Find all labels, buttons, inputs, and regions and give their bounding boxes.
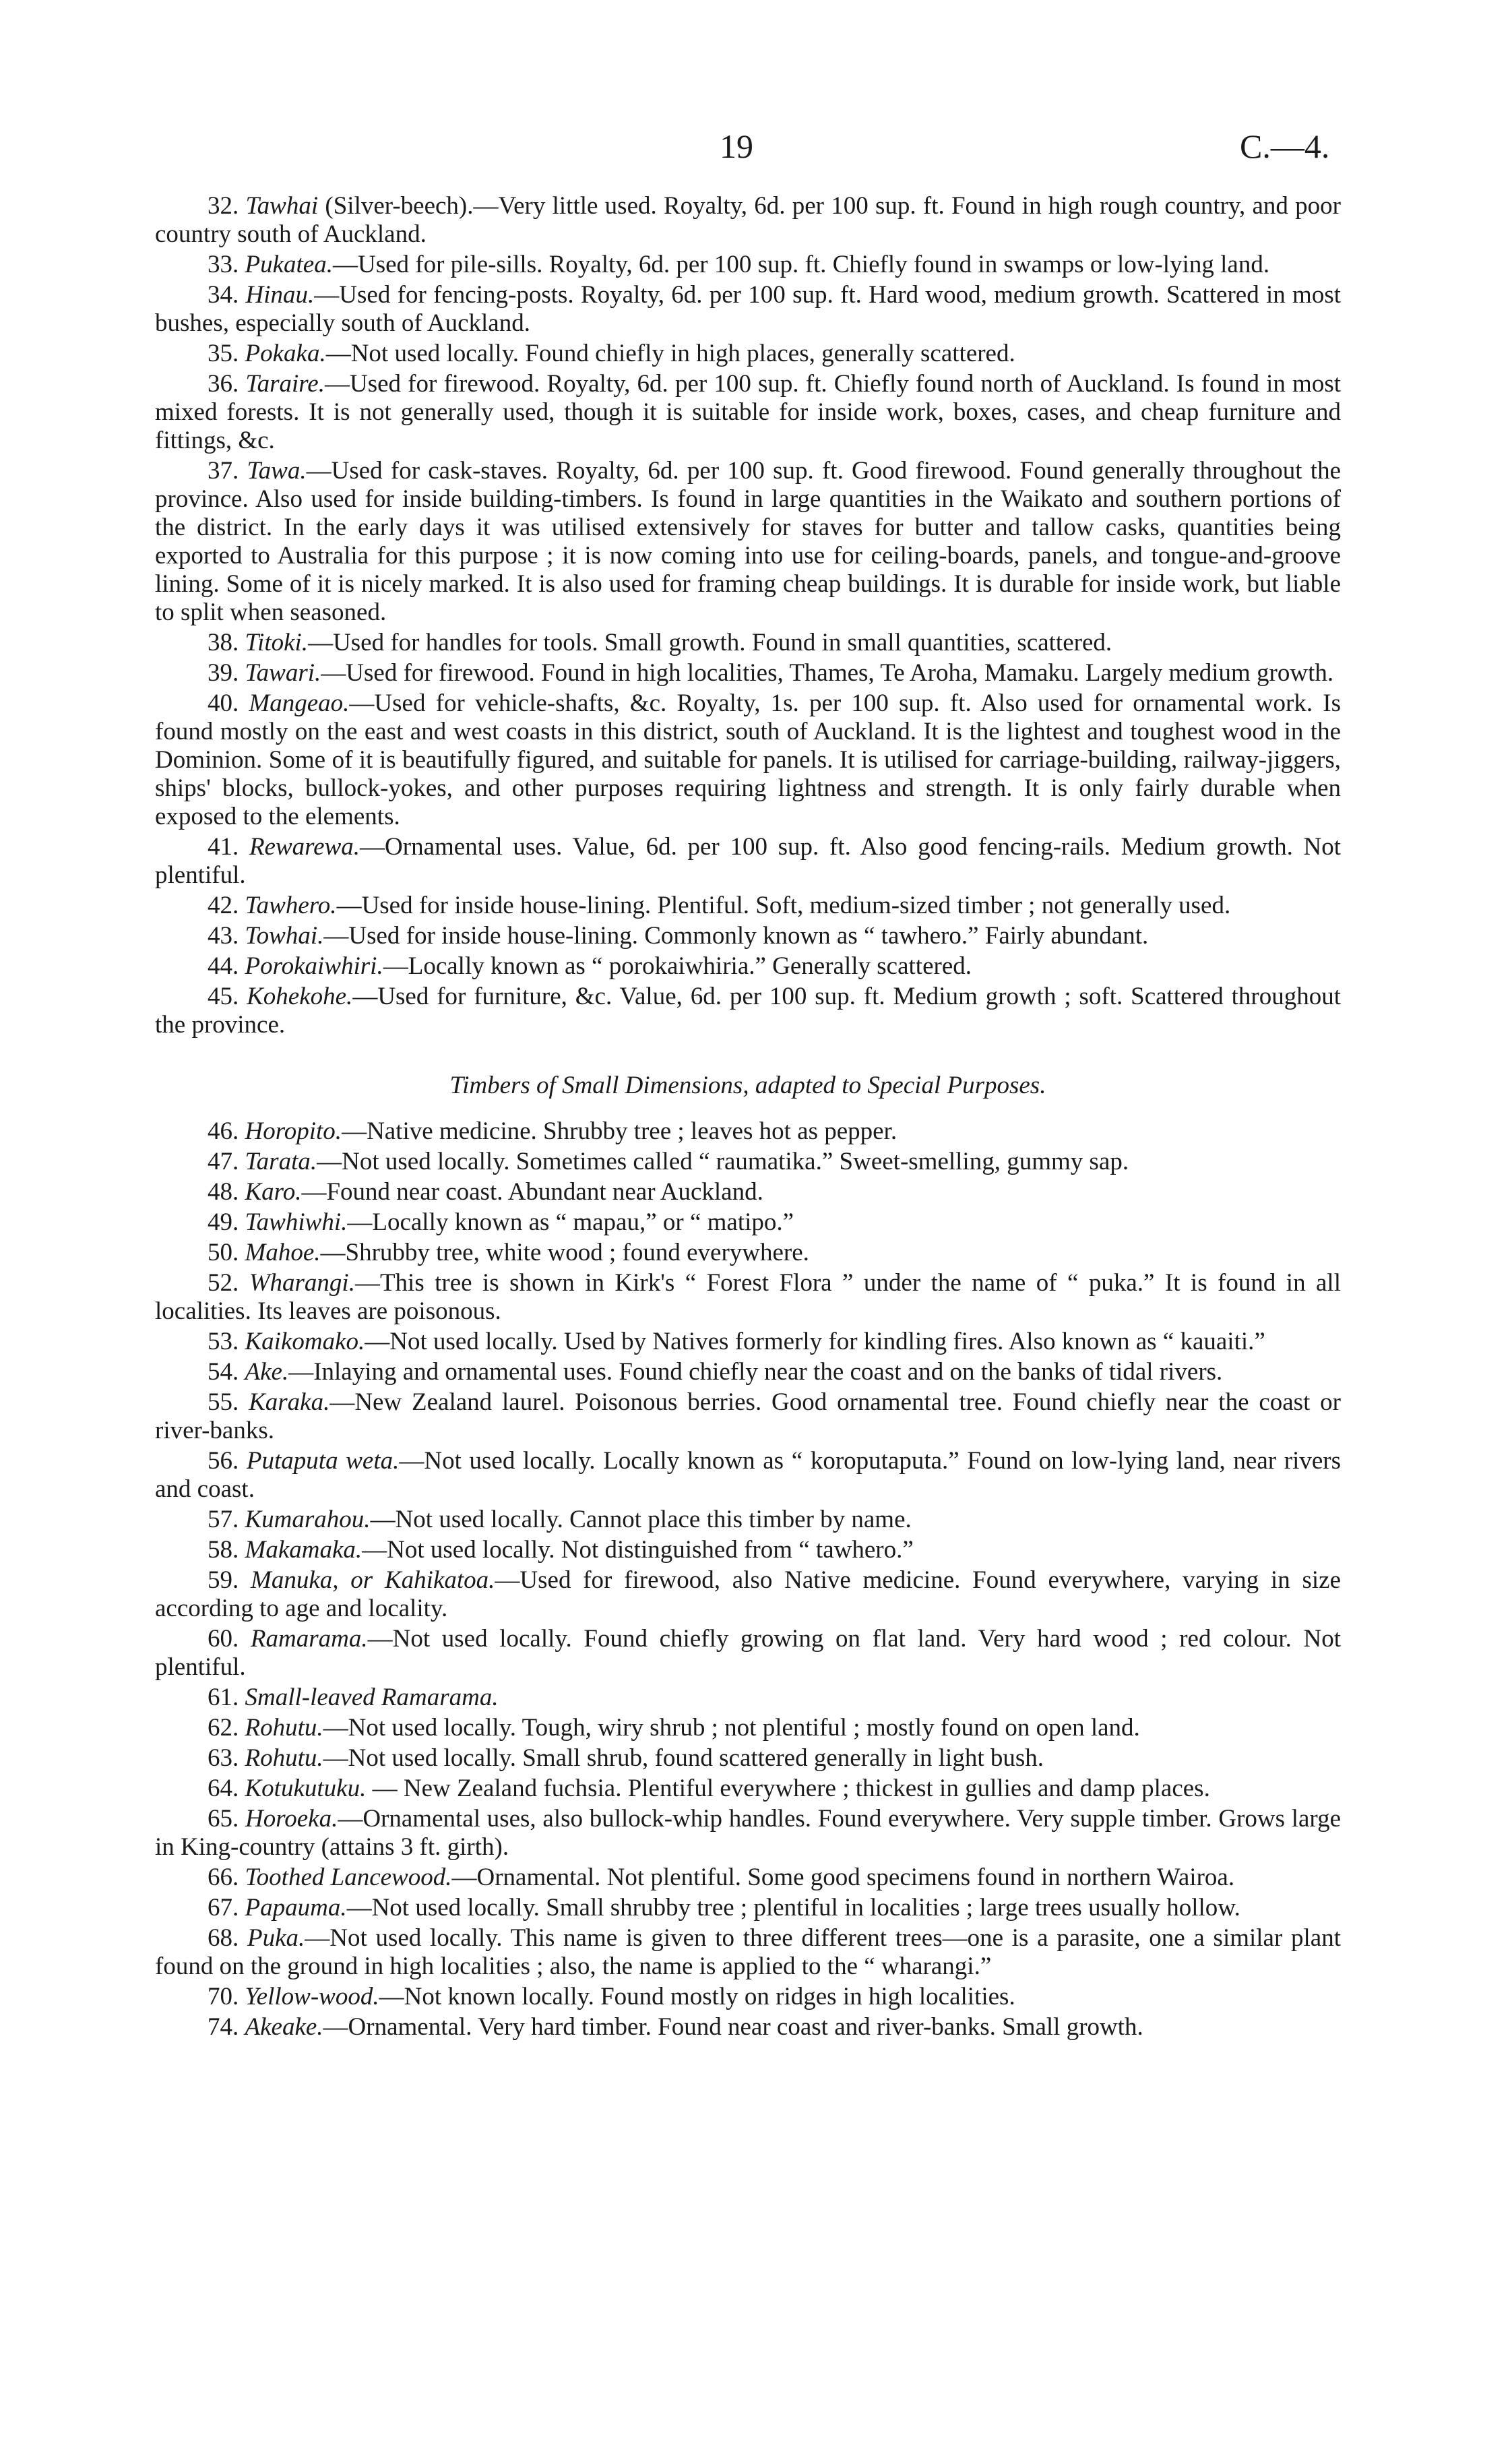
timber-name: Tawhai [245,192,319,220]
entry-number: 58. [208,1536,239,1564]
timber-name: Toothed Lancewood. [245,1864,452,1891]
entry-number: 42. [208,892,239,919]
timber-description: —Ornamental. Not plentiful. Some good specimens found in northern Wairoa. [451,1864,1235,1891]
timber-entry [155,1388,1341,1445]
entry-number: 61. [208,1684,239,1711]
timber-description: —Found near coast. Abundant near Auckland. [301,1178,763,1206]
entry-number: 68. [208,1924,239,1952]
page-header [0,127,1512,167]
timber-description: —Not used locally. Sometimes called “ raumatika.” Sweet-smelling, gummy sap. [317,1148,1129,1175]
entry-number: 74. [208,2013,239,2041]
timber-entry [155,1328,1341,1356]
entry-number: 38. [208,629,239,656]
entry-number: 43. [208,922,239,950]
entry-number: 59. [208,1566,239,1594]
timber-entry [155,1744,1341,1773]
timber-name: Small-leaved Ramarama. [245,1684,499,1711]
timber-entry [155,1536,1341,1564]
timber-description: (Silver-beech).—Very little used. Royalty, 6d. per 100 sup. ft. Found in high rough country, and poor country south of Auckland. [155,192,1342,248]
timber-name: Kotukutuku. [245,1775,367,1802]
timber-entry [155,1566,1341,1623]
timber-description: —Native medicine. Shrubby tree ; leaves hot as pepper. [342,1117,897,1145]
timber-entry [155,1178,1341,1206]
timber-list-main [155,192,1341,1039]
timber-name: Mangeao. [249,689,350,717]
timber-entry [155,1983,1341,2011]
entry-number: 48. [208,1178,239,1206]
timber-description: —Not used locally. Found chiefly growing on flat land. Very hard wood ; red colour. Not plentiful. [155,1625,1341,1681]
timber-description: —Not used locally. Tough, wiry shrub ; not plentiful ; mostly found on open land. [323,1714,1140,1742]
timber-entry [155,1924,1341,1981]
page-content [155,192,1341,2043]
entry-number: 67. [208,1894,239,1921]
entry-number: 54. [208,1358,239,1386]
entry-number: 33. [208,251,239,278]
report-code: C.—4. [1240,127,1330,165]
timber-description: —Not used locally. Used by Natives formerly for kindling fires. Also known as “ kauaiti.” [365,1328,1265,1355]
section-heading: Timbers of Small Dimensions, adapted to Special Purposes. [449,1072,1046,1099]
entry-number: 57. [208,1506,239,1533]
entry-number: 56. [208,1447,239,1475]
timber-name: Yellow-wood. [245,1983,379,2010]
timber-description: —Not used locally. Locally known as “ koroputaputa.” Found on low-lying land, near rivers and coast. [155,1447,1342,1503]
timber-description: —New Zealand laurel. Poisonous berries. Good ornamental tree. Found chiefly near the coast or river-banks. [155,1388,1341,1444]
timber-description: —Ornamental uses. Value, 6d. per 100 sup. ft. Also good fencing-rails. Medium growth. Not plentiful. [155,833,1342,889]
timber-entry [155,1714,1341,1742]
entry-number: 70. [208,1983,239,2010]
entry-number: 55. [208,1388,239,1416]
timber-description: —Locally known as “ mapau,” or “ matipo.” [347,1208,794,1236]
timber-name: Tawhero. [245,892,337,919]
timber-name: Tarata. [245,1148,317,1175]
timber-entry [155,1894,1341,1922]
entry-number: 40. [208,689,239,717]
page-number: 19 [720,127,753,165]
timber-description: —Used for firewood. Found in high localities, Thames, Te Aroha, Mamaku. Largely medium growth. [321,659,1334,687]
timber-entry [155,457,1341,627]
timber-description: —This tree is shown in Kirk's “ Forest Flora ” under the name of “ puka.” It is found in all localities. Its leaves are poisonous. [155,1269,1341,1325]
timber-entry [155,1775,1341,1803]
timber-description: —Used for fencing-posts. Royalty, 6d. per 100 sup. ft. Hard wood, medium growth. Scattered in most bushes, especially south of Auckland. [155,281,1342,337]
timber-description: —Ornamental uses, also bullock-whip handles. Found everywhere. Very supple timber. Grows large in King-country (attains 3 ft. girth). [155,1805,1342,1861]
timber-entry [155,629,1341,657]
timber-description: —Used for inside house-lining. Commonly known as “ tawhero.” Fairly abundant. [323,922,1149,950]
timber-name: Karaka. [249,1388,330,1416]
timber-description: —Used for inside house-lining. Plentiful. Soft, medium-sized timber ; not generally used. [336,892,1231,919]
entry-number: 46. [208,1117,239,1145]
timber-entry [155,370,1341,455]
timber-name: Manuka, or Kahikatoa. [251,1566,495,1594]
entry-number: 39. [208,659,239,687]
timber-entry [155,1684,1341,1712]
timber-name: Mahoe. [245,1239,321,1266]
timber-entry [155,1447,1341,1504]
timber-name: Makamaka. [245,1536,363,1564]
timber-name: Putaputa weta. [246,1447,400,1475]
timber-description: —Shrubby tree, white wood ; found everywhere. [320,1239,809,1266]
timber-list-small-dimensions [155,1117,1341,2041]
timber-entry [155,1208,1341,1237]
entry-number: 32. [208,192,239,220]
timber-name: Rewarewa. [249,833,360,861]
entry-number: 63. [208,1744,239,1772]
timber-description: — New Zealand fuchsia. Plentiful everywhere ; thickest in gullies and damp places. [366,1775,1210,1802]
timber-name: Taraire. [245,370,325,398]
timber-entry [155,340,1341,368]
timber-description: —Not used locally. Small shrub, found scattered generally in light bush. [323,1744,1044,1772]
timber-name: Pokaka. [245,340,326,367]
entry-number: 37. [208,457,239,485]
timber-description: —Used for pile-sills. Royalty, 6d. per 100 sup. ft. Chiefly found in swamps or low-lying land. [332,251,1270,278]
entry-number: 34. [208,281,239,309]
entry-number: 50. [208,1239,239,1266]
timber-entry [155,1269,1341,1326]
timber-entry [155,659,1341,687]
timber-name: Towhai. [245,922,324,950]
entry-number: 64. [208,1775,239,1802]
timber-description: —Used for furniture, &c. Value, 6d. per 100 sup. ft. Medium growth ; soft. Scattered throughout the province. [155,983,1341,1039]
timber-entry [155,952,1341,981]
timber-description: —Not used locally. Cannot place this timber by name. [370,1506,912,1533]
timber-description: —Not used locally. Small shrubby tree ; plentiful in localities ; large trees usually hollow. [346,1894,1240,1921]
timber-name: Rohutu. [245,1714,323,1742]
entry-number: 41. [208,833,239,861]
timber-name: Papauma. [245,1894,347,1921]
timber-description: —Used for cask-staves. Royalty, 6d. per 100 sup. ft. Good firewood. Found generally throughout the province. Also used for inside building-timbers. Is found in large quantities in the Waikato and southern portions of the district. In the early days it was utilised extensively for staves for butter and tallow casks, quantities being exported to Australia for this purpose ; it is now coming into use for ceiling-boards, panels, and tongue-and-groove lining. Some of it is nicely marked. It is also used for framing cheap buildings. It is durable for inside work, but liable to split when seasoned. [155,457,1341,626]
timber-entry [155,922,1341,950]
timber-name: Tawari. [245,659,321,687]
timber-entry [155,1148,1341,1176]
timber-entry [155,1625,1341,1682]
timber-name: Karo. [245,1178,302,1206]
entry-number: 47. [208,1148,239,1175]
entry-number: 35. [208,340,239,367]
entry-number: 65. [208,1805,239,1833]
entry-number: 66. [208,1864,239,1891]
timber-name: Horopito. [245,1117,342,1145]
timber-name: Akeake. [245,2013,323,2041]
timber-name: Wharangi. [249,1269,355,1297]
timber-entry [155,1805,1341,1862]
timber-entry [155,1864,1341,1892]
entry-number: 62. [208,1714,239,1742]
timber-description: —Inlaying and ornamental uses. Found chiefly near the coast and on the banks of tidal rivers. [288,1358,1223,1386]
timber-name: Hinau. [245,281,315,309]
timber-entry [155,192,1341,249]
timber-entry [155,2013,1341,2041]
timber-description: —Used for firewood, also Native medicine. Found everywhere, varying in size according to age and locality. [155,1566,1341,1622]
timber-description: —Not used locally. This name is given to three different trees—one is a parasite, one a similar plant found on the ground in high localities ; also, the name is applied to the “ wharangi.” [155,1924,1341,1980]
timber-name: Kohekohe. [247,983,353,1010]
entry-number: 45. [208,983,239,1010]
timber-description: —Not used locally. Found chiefly in high places, generally scattered. [325,340,1015,367]
timber-entry [155,281,1341,338]
timber-description: —Not used locally. Not distinguished from “ tawhero.” [362,1536,914,1564]
timber-name: Tawhiwhi. [245,1208,348,1236]
timber-description: —Locally known as “ porokaiwhiria.” Generally scattered. [383,952,972,980]
timber-entry [155,983,1341,1039]
timber-entry [155,1239,1341,1267]
timber-entry [155,1117,1341,1146]
timber-entry [155,251,1341,279]
timber-entry [155,892,1341,920]
entry-number: 44. [208,952,239,980]
timber-description: —Used for handles for tools. Small growth. Found in small quantities, scattered. [308,629,1112,656]
timber-name: Titoki. [245,629,309,656]
entry-number: 36. [208,370,239,398]
timber-name: Porokaiwhiri. [245,952,383,980]
timber-entry [155,833,1341,890]
timber-name: Ramarama. [250,1625,368,1653]
timber-name: Kaikomako. [245,1328,365,1355]
entry-number: 60. [208,1625,239,1653]
timber-name: Pukatea. [245,251,333,278]
timber-name: Ake. [245,1358,289,1386]
timber-name: Puka. [247,1924,305,1952]
timber-description: —Used for firewood. Royalty, 6d. per 100 sup. ft. Chiefly found north of Auckland. Is found in most mixed forests. It is not generally used, though it is suitable for inside work, boxes, cases, and cheap furniture and fittings, &c. [155,370,1342,454]
timber-description: —Not known locally. Found mostly on ridges in high localities. [379,1983,1015,2010]
entry-number: 53. [208,1328,239,1355]
timber-entry [155,689,1341,831]
timber-name: Horoeka. [245,1805,338,1833]
timber-entry [155,1506,1341,1534]
entry-number: 52. [208,1269,239,1297]
timber-entry [155,1358,1341,1386]
timber-name: Tawa. [247,457,307,485]
timber-description: —Used for vehicle-shafts, &c. Royalty, 1s. per 100 sup. ft. Also used for ornamental work. Is found mostly on the east and west coasts in this district, south of Auckland. It is the lightest and toughest wood in the Dominion. Some of it is beautifully figured, and suitable for panels. It is utilised for carriage-building, railway-jiggers, ships' blocks, bullock-yokes, and other purposes requiring lightness and strength. It is only fairly durable when exposed to the elements. [155,689,1341,830]
timber-name: Rohutu. [245,1744,323,1772]
timber-description: —Ornamental. Very hard timber. Found near coast and river-banks. Small growth. [323,2013,1143,2041]
timber-name: Kumarahou. [245,1506,371,1533]
entry-number: 49. [208,1208,239,1236]
